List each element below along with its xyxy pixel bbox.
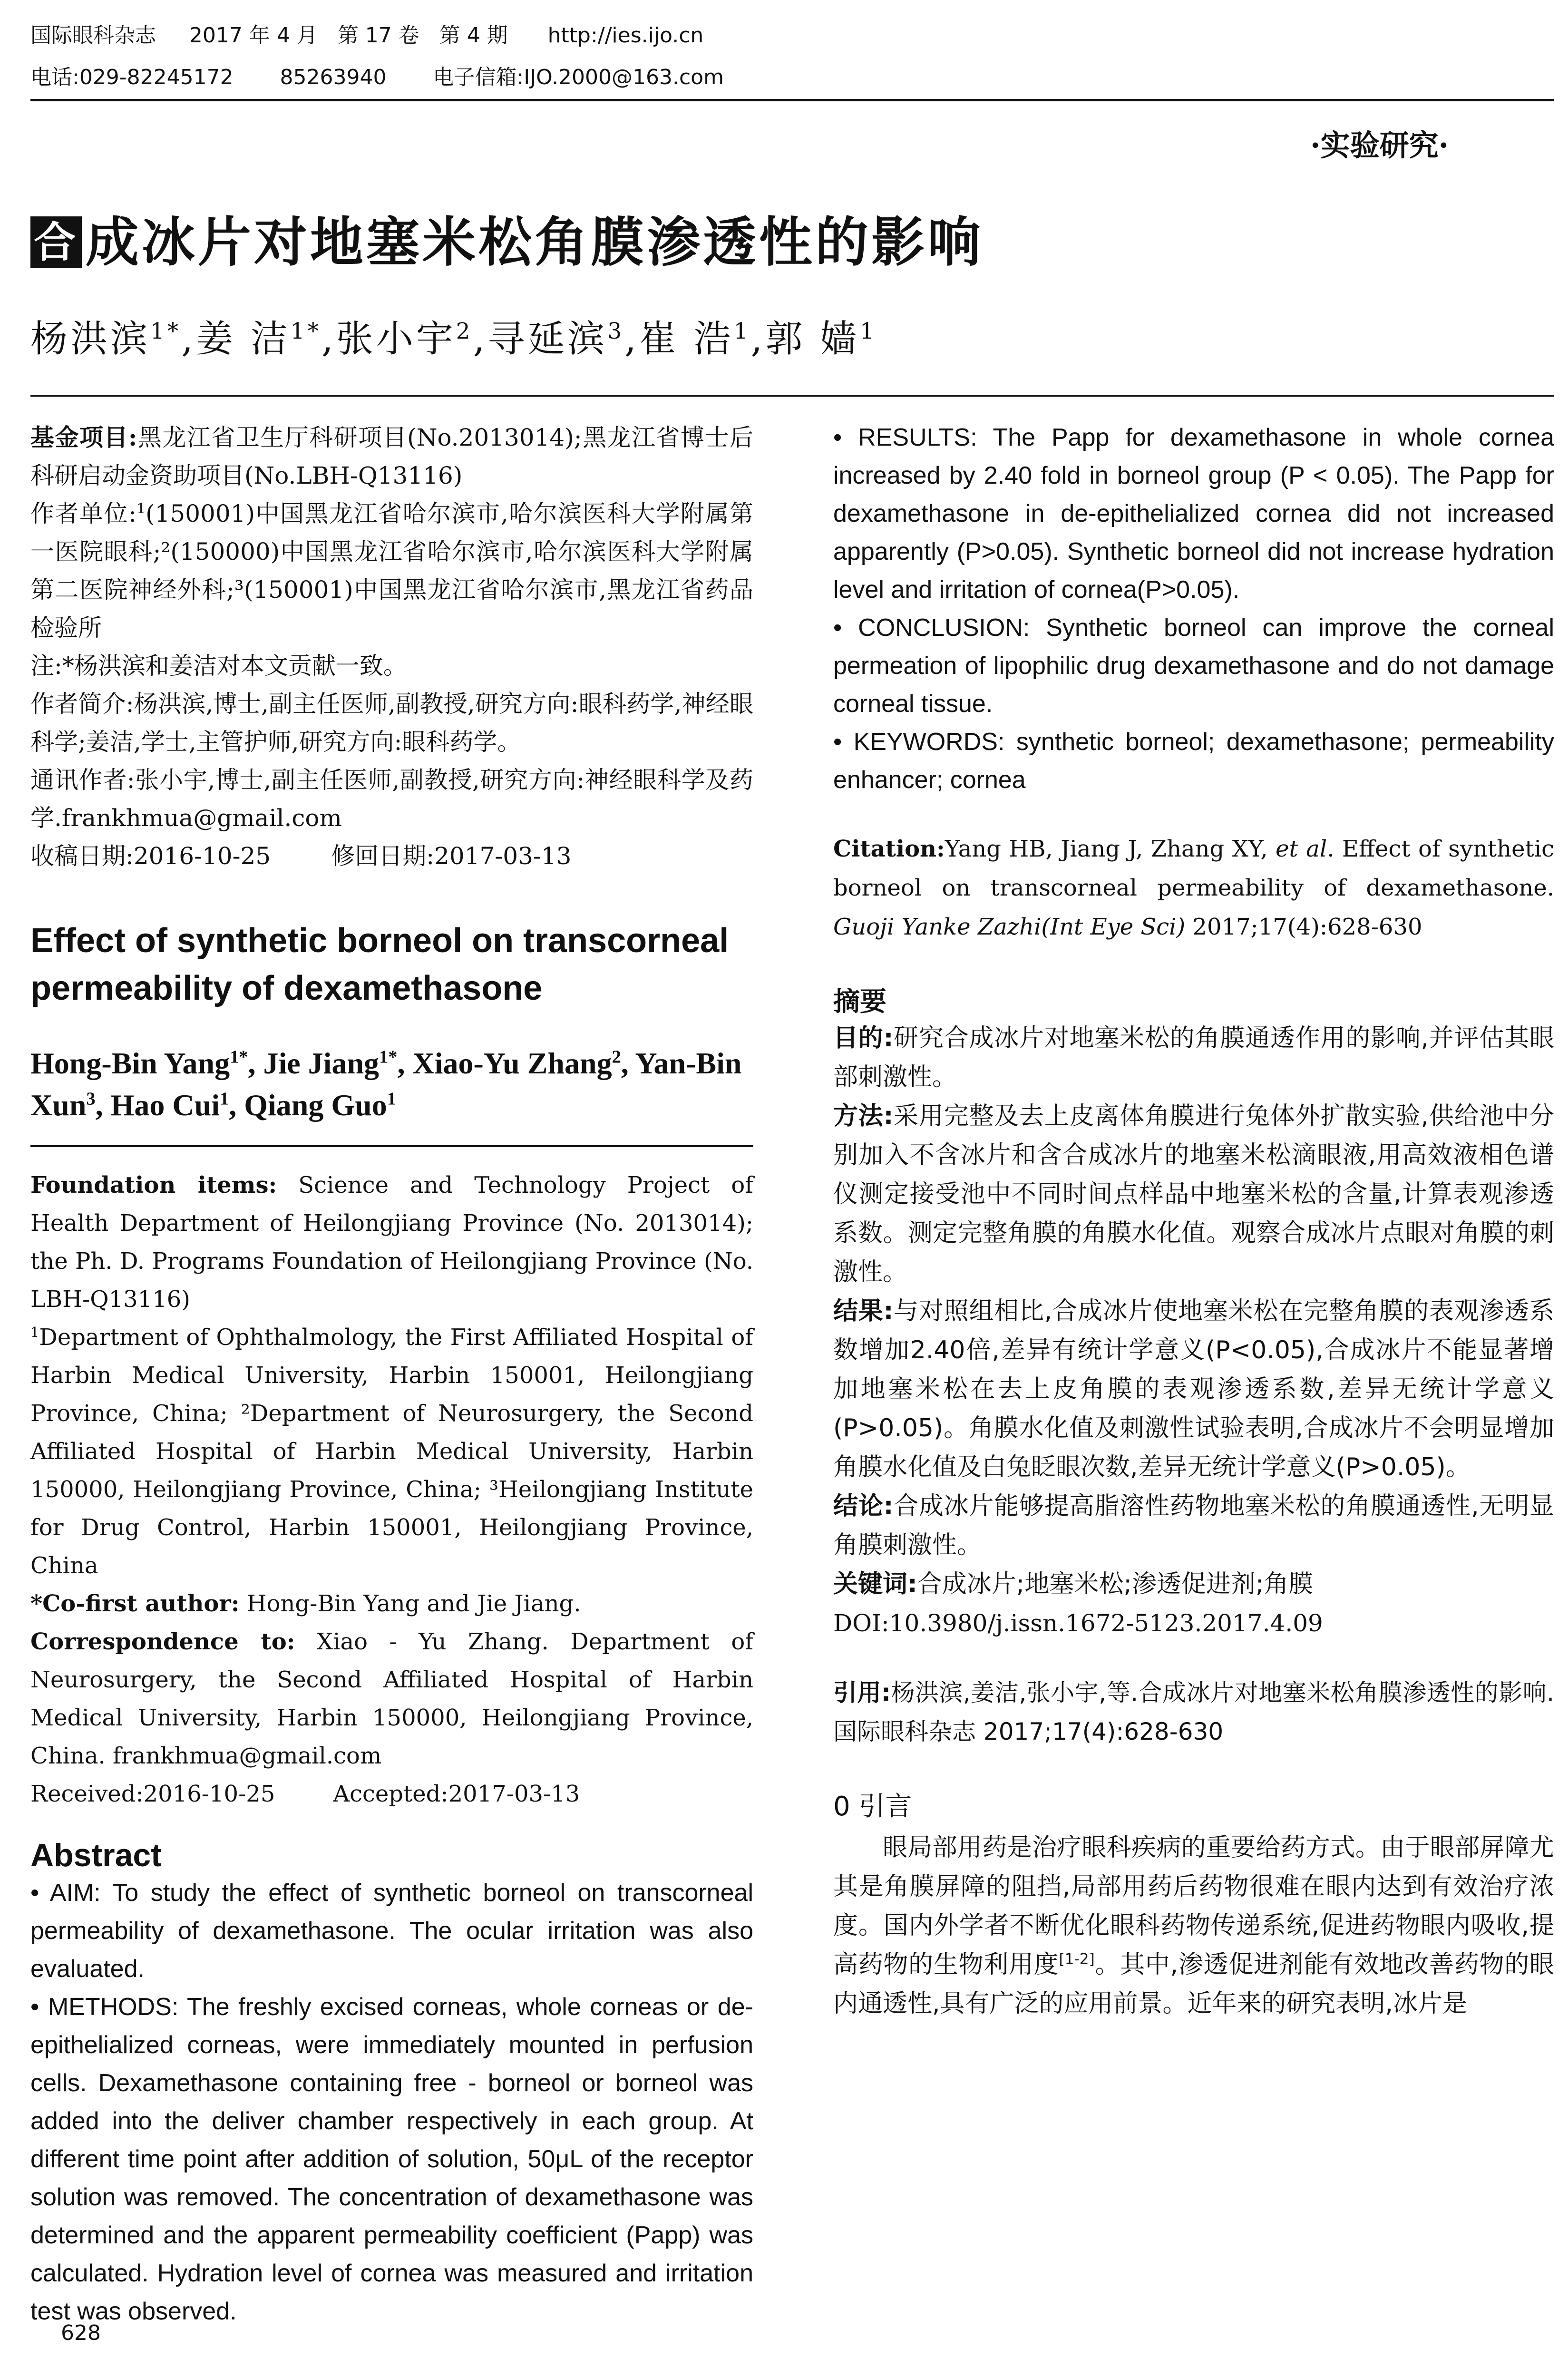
author-en-sup: 2 [612, 1047, 621, 1067]
author-zh: 张小宇 [336, 318, 456, 360]
page-number: 628 [61, 2321, 101, 2345]
title-zh [30, 200, 984, 276]
intro-heading: 0 引言 [833, 1791, 912, 1822]
abstract-heading: Abstract [30, 1837, 162, 1873]
authors-rule [30, 395, 1554, 397]
unit-info: 作者单位:$^1$(150001)中国黑龙江省哈尔滨市,哈尔滨医科大学附属第一医院眼科;²(150000)中国黑龙江省哈尔滨市,哈尔滨医科大学附属第二医院神经外科;³(150001)中国黑龙江省哈尔滨市,黑龙江省药品检验所 [30, 500, 753, 642]
dates-zh: 收稿日期:2016-10-25 修回日期:2017-03-13 [30, 842, 572, 870]
intro-paragraph: 眼局部用药是治疗眼科疾病的重要给药方式。由于眼部屏障尤其是角膜屏障的阻挡,局部用药后药物很难在眼内达到有效治疗浓度。国内外学者不断优化眼科药物传递系统,促进药物眼内吸收,提高药物的生物利用度[1-2]。其中,渗透促进剂能有效地改善药物的眼内通透性,具有广泛的应用前景。近年来的研究表明,冰片是 [833, 1833, 1554, 2018]
zh-conclusion: 结论:合成冰片能够提高脂溶性药物地塞米松的角膜通透性,无明显角膜刺激性。 [833, 1492, 1554, 1559]
author-en-sup: 1 [387, 1089, 396, 1109]
section-tag: ·实验研究· [1310, 128, 1449, 163]
fund-info: 基金项目:黑龙江省卫生厅科研项目(No.2013014);黑龙江省博士后科研启动金资助项目(No.LBH-Q13116) [30, 423, 753, 489]
dates-en: Received:2016-10-25 Accepted:2017-03-13 [30, 1781, 580, 1807]
abstract-aim: • AIM: To study the effect of synthetic borneol on transcorneal permeability of dexamethasone. The ocular irritation was also evaluated. [30, 1879, 753, 1983]
author-zh: 郭 嫱 [765, 318, 860, 360]
zh-keywords: 关键词:合成冰片;地塞米松;渗透促进剂;角膜 [833, 1570, 1314, 1598]
author-en: Xiao-Yu Zhang [412, 1046, 612, 1080]
author-zh: 寻延滨 [487, 318, 608, 360]
author-zh-sup: 1* [290, 319, 321, 344]
abstract-methods-part: • METHODS: The freshly excised corneas, whole corneas or de-epithelialized corneas, were immediately mounted in perfusion cells. Dexamethasone containing free - borneol or borneol was added into the deliver chamber respectively in each group. At different time point after addition of solution, 50μL of the receptor solution was removed. The concentration of dexamethasone was determined and the apparent permeability coefficient (Papp) was calculated. Hydration level of cornea was measured and irritation test was observed. [30, 1993, 753, 2325]
author-en: Jie Jiang [263, 1046, 380, 1080]
author-zh-sup: 3 [607, 319, 625, 344]
en-authors-rule [30, 1145, 753, 1147]
author-en-sup: 1 [219, 1089, 229, 1109]
author-zh: 崔 浩 [639, 318, 734, 360]
abstract-keywords: • KEYWORDS: synthetic borneol; dexamethasone; permeability enhancer; cornea [833, 728, 1555, 794]
zh-results: 结果:与对照组相比,合成冰片使地塞米松在完整角膜的表观渗透系数增加2.40倍,差异有统计学意义(P<0.05),合成冰片不能显著增加地塞米松在去上皮角膜的表观渗透系数,差异无统计学意义(P>0.05)。角膜水化值及刺激性试验表明,合成冰片不会明显增加角膜水化值及白兔眨眼次数,差异无统计学意义(P>0.05)。 [833, 1297, 1554, 1481]
bio-info: 作者简介:杨洪滨,博士,副主任医师,副教授,研究方向:眼科药学,神经眼科学;姜洁,学士,主管护师,研究方向:眼科药学。 [30, 690, 753, 756]
title-zh-rest: 成冰片对地塞米松角膜渗透性的影响 [86, 211, 984, 273]
authors-zh: 杨洪滨$^{1*}$,姜 洁$^{1*}$,张小宇$^2$,寻延滨$^3$,崔 浩$^1$,郭 嫱$^1$ [30, 318, 877, 360]
abstract-conclusion: • CONCLUSION: Synthetic borneol can improve the corneal permeation of lipophilic drug dexamethasone and do not damage corneal tissue. [833, 614, 1554, 718]
author-en-sup: 3 [86, 1089, 96, 1109]
zh-citation: 引用:杨洪滨,姜洁,张小宇,等.合成冰片对地塞米松角膜渗透性的影响.国际眼科杂志 2017;17(4):628-630 [833, 1679, 1554, 1745]
correspondence: Correspondence to: Xiao - Yu Zhang. Department of Neurosurgery, the Second Affiliated Hospital of Harbin Medical University, Harbin 150000, Heilongjiang Province, China. frankhmua@gmail.com [30, 1628, 754, 1769]
note-info: 注:*杨洪滨和姜洁对本文贡献一致。 [30, 652, 407, 680]
citation-en: Citation:Yang HB, Jiang J, Zhang XY, et al. Effect of synthetic borneol on transcorneal permeability of dexamethasone. Guoji Yanke Zazhi(Int Eye Sci) 2017;17(4):628-630 [833, 836, 1554, 940]
corr-info: 通讯作者:张小宇,博士,副主任医师,副教授,研究方向:神经眼科学及药学.frankhmua@gmail.com [30, 766, 753, 832]
author-en-sup: 1* [379, 1047, 398, 1067]
affiliations-en: $^1$Department of Ophthalmology, the First Affiliated Hospital of Harbin Medical University, Harbin 150001, Heilongjiang Province, China; ²Department of Neurosurgery, the Second Affiliated Hospital of Harbin Medical University, Harbin 150000, Heilongjiang Province, China; ³Heilongjiang Institute for Drug Control, Harbin 150001, Heilongjiang Province, China [30, 1324, 753, 1579]
abstract-results: • RESULTS: The Papp for dexamethasone in whole cornea increased by 2.40 fold in borneol group (P < 0.05). The Papp for dexamethasone in de-epithelialized cornea did not increased apparently (P>0.05). Synthetic borneol did not increase hydration level and irritation of cornea(P>0.05). [833, 424, 1554, 604]
author-zh: 杨洪滨 [30, 318, 151, 360]
journal-header-line1: 国际眼科杂志 2017 年 4 月 第 17 卷 第 4 期 http://ies.ijo.cn [30, 23, 704, 48]
zh-doi: DOI:10.3980/j.issn.1672-5123.2017.4.09 [833, 1609, 1323, 1637]
zh-abstract-heading: 摘要 [833, 986, 886, 1017]
author-en: Hao Cui [110, 1088, 220, 1122]
english-authors: Hong-Bin Yang$^{1*}$, Jie Jiang$^{1*}$, Xiao-Yu Zhang$^2$, Yan-Bin Xun$^3$, Hao Cui$^1$, Qiang Guo$^1$ [30, 1046, 742, 1122]
zh-aim: 目的:研究合成冰片对地塞米松的角膜通透作用的影响,并评估其眼部刺激性。 [833, 1024, 1554, 1091]
author-zh-sup: 2 [456, 319, 473, 344]
english-title: Effect of synthetic borneol on transcorneal permeability of dexamethasone [30, 922, 729, 1007]
foundation-items: Foundation items: Science and Technology Project of Health Department of Heilongjiang Province (No. 2013014); the Ph. D. Programs Foundation of Heilongjiang Province (No. LBH-Q13116) [30, 1172, 754, 1313]
author-en: Hong-Bin Yang [30, 1046, 230, 1080]
author-zh-sup: 1 [733, 319, 751, 344]
journal-header-line2: 电话:029-82245172 85263940 电子信箱:IJO.2000@163.com [30, 65, 724, 89]
title-stamp-char: 合 [30, 216, 82, 268]
cofirst-author: *Co-first author: Hong-Bin Yang and Jie Jiang. [30, 1590, 581, 1617]
author-zh-sup: 1 [860, 319, 877, 344]
header-rule [30, 99, 1554, 101]
author-en: Qiang Guo [244, 1088, 387, 1122]
author-zh-sup: 1* [150, 319, 182, 344]
author-zh: 姜 洁 [196, 318, 291, 360]
zh-methods: 方法:采用完整及去上皮离体角膜进行兔体外扩散实验,供给池中分别加入不含冰片和含合成冰片的地塞米松滴眼液,用高效液相色谱仪测定接受池中不同时间点样品中地塞米松的含量,计算表观渗透系数。测定完整角膜的角膜水化值。观察合成冰片点眼对角膜的刺激性。 [833, 1102, 1554, 1286]
author-en: Yan-Bin Xun [30, 1046, 742, 1122]
author-en-sup: 1* [230, 1047, 248, 1067]
